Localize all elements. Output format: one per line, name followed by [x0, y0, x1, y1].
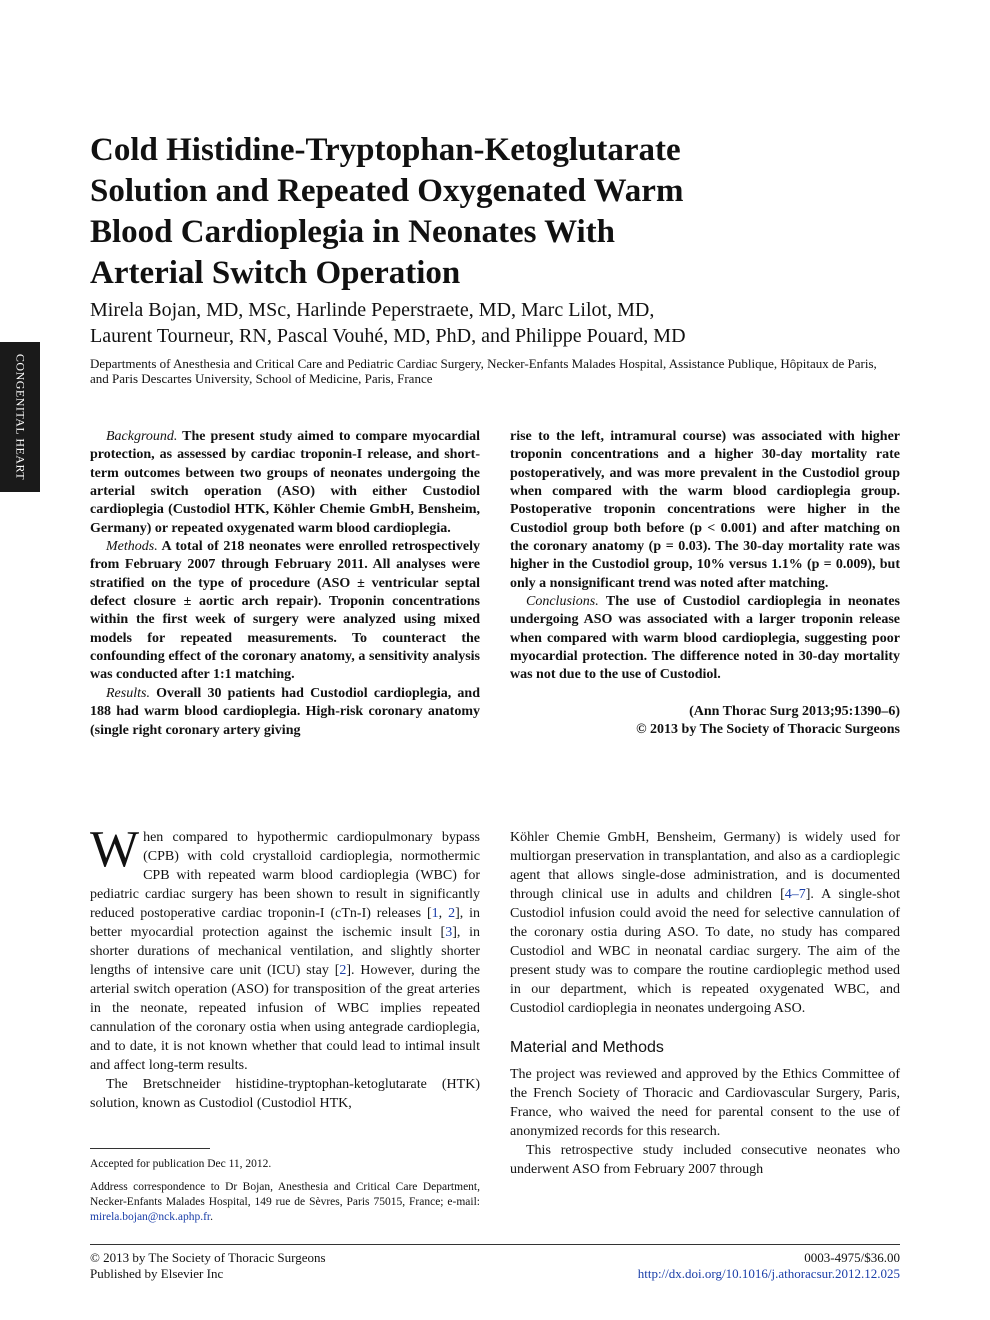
body-left-column	[90, 821, 481, 1113]
journal-citation: (Ann Thorac Surg 2013;95:1390–6)	[689, 703, 900, 719]
body-text: ]. A single-shot Custodiol infusion could avoid the need for selective cannulation of the coronary ostia during ASO. To date, no study has compared Custodiol and WBC in neonatal cardiac surgery. The aim of the present study was to compare the routine cardioplegic method used in our department, which is repeated oxygenated WBC, and Custodiol cardioplegia in neonates undergoing ASO.	[510, 887, 900, 1016]
intro-text: ], in better myocardial protection against the ischemic insult [	[90, 906, 481, 940]
affiliation: Departments of Anesthesia and Critical Care and Pediatric Cardiac Surgery, Necker-Enfants Malades Hospital, Assistance Publique, Hôpitaux de Paris, and Paris Descartes University, School of Medicine, Paris, France	[90, 356, 877, 386]
reference-link[interactable]: 3	[445, 925, 453, 940]
accepted-date: Accepted for publication Dec 11, 2012.	[90, 1158, 272, 1170]
intro-text: ]. However, during the arterial switch operation (ASO) for transposition of the great arteries in the neonate, repeated infusion of WBC implies repeated cannulation of the coronary ostia when using antegrade cardioplegia, and to date, it is not known whether that could lead to intimal insult and affect long-term results.	[90, 963, 480, 1073]
htk-paragraph-continued	[510, 828, 900, 1018]
footnote-divider	[90, 1148, 210, 1149]
address-text: Address correspondence to Dr Bojan, Anesthesia and Critical Care Department, Necker-Enfants Malades Hospital, 149 rue de Sèvres, Paris 75015, France; e-mail:	[90, 1181, 480, 1208]
section-side-tab	[0, 342, 40, 492]
title-line: Arterial Switch Operation	[90, 255, 461, 291]
footer-issn: 0003-4975/$36.00	[804, 1250, 900, 1265]
reference-link[interactable]: 4–7	[784, 887, 806, 902]
author-line: Laurent Tourneur, RN, Pascal Vouhé, MD, PhD, and Philippe Pouard, MD	[90, 325, 686, 347]
reference-link[interactable]: 2	[339, 963, 347, 978]
article-title	[90, 130, 810, 294]
body-text: Köhler Chemie GmbH, Bensheim, Germany) is widely used for multiorgan preservation in transplantation, and also as a cardioplegic agent that allows single-dose administration, and is documented through clinical use in adults and children [	[510, 830, 900, 902]
section-heading: Material and Methods	[510, 1039, 664, 1056]
title-line: Cold Histidine-Tryptophan-Ketoglutarate	[90, 132, 681, 168]
ethics-paragraph: The project was reviewed and approved by the Ethics Committee of the French Society of Thoracic and Cardiovascular Surgery, Paris, France, who waived the need for parental consent to the use of anonymized records for this research.	[510, 1067, 900, 1139]
reference-separator: ,	[438, 906, 449, 921]
abstract-background-text: The present study aimed to compare myocardial protection, as assessed by cardiac troponin-I release, and short-term outcomes between two groups of neonates undergoing the arterial switch operation (ASO) with either Custodiol cardioplegia (Custodiol HTK, Köhler Chemie GmbH, Bensheim, Germany) or repeated oxygenated warm blood cardioplegia.	[90, 429, 480, 536]
title-line: Blood Cardioplegia in Neonates With	[90, 214, 616, 250]
abstract-right-column	[510, 428, 900, 740]
intro-text: ], in shorter durations of mechanical ventilation, and slightly shorter lengths of intensive care unit (ICU) stay [	[90, 925, 480, 978]
abstract-methods	[90, 538, 480, 685]
reference-link[interactable]: 1	[431, 906, 439, 921]
abstract-background	[90, 428, 480, 538]
drop-cap: W	[90, 821, 140, 878]
body-right-column	[510, 828, 900, 1179]
doi-link[interactable]: http://dx.doi.org/10.1016/j.athoracsur.2012.12.025	[637, 1266, 900, 1281]
address-text: .	[210, 1211, 213, 1223]
footer-publisher: Published by Elsevier Inc	[90, 1266, 224, 1281]
abstract-left-column	[90, 428, 480, 740]
abstract-conclusions-text: The use of Custodiol cardioplegia in neonates undergoing ASO was associated with a larger troponin release when compared with warm blood cardioplegia, suggesting poor myocardial protection. The difference noted in 30-day mortality was not due to the use of Custodiol.	[510, 594, 900, 683]
abstract-results-continued: rise to the left, intramural course) was associated with higher troponin concentrations and a higher 30-day mortality rate postoperatively, and was more prevalent in the Custodiol group when compared with the warm blood cardioplegia group. Postoperative troponin concentrations were higher in the Custodiol group both before (p < 0.001) and after matching on the coronary anatomy (p = 0.03). The 30-day mortality rate was higher in the Custodiol group, 10% versus 1.1% (p = 0.009), but only a nonsignificant trend was noted after matching.	[510, 429, 900, 591]
footer-right	[638, 1250, 900, 1282]
abstract-methods-text: A total of 218 neonates were enrolled retrospectively from February 2007 through February 2011. All analyses were stratified on the type of procedure (ASO ± ventricular septal defect closure ± aortic arch repair). Troponin concentrations within the first week of surgery were analyzed using mixed models for repeated measurements. To counteract the confounding effect of the coronary anatomy, a sensitivity analysis was conducted after 1:1 matching.	[90, 539, 480, 683]
author-line: Mirela Bojan, MD, MSc, Harlinde Peperstraete, MD, Marc Lilot, MD,	[90, 299, 655, 321]
intro-text: hen compared to hypothermic cardiopulmonary bypass (CPB) with cold crystalloid cardioplegia, normothermic CPB with repeated warm blood cardioplegia (WBC) for pediatric cardiac surgery has been shown to result in significantly reduced postoperative cardiac troponin-I (cTn-I) releases [	[90, 830, 480, 921]
society-copyright: © 2013 by The Society of Thoracic Surgeons	[636, 722, 900, 738]
abstract-results	[90, 685, 480, 740]
footer-copyright: © 2013 by The Society of Thoracic Surgeons	[90, 1250, 326, 1265]
author-list	[90, 297, 890, 349]
abstract-methods-label: Methods.	[106, 539, 158, 555]
side-tab-label: CONGENITAL HEART	[13, 353, 28, 481]
correspondence-address	[90, 1180, 480, 1225]
title-line: Solution and Repeated Oxygenated Warm	[90, 173, 684, 209]
footnotes	[90, 1157, 480, 1233]
reference-link[interactable]: 2	[448, 906, 456, 921]
htk-paragraph: The Bretschneider histidine-tryptophan-ketoglutarate (HTK) solution, known as Custodiol (Custodiol HTK,	[90, 1077, 480, 1111]
abstract-conclusions-label: Conclusions.	[526, 594, 599, 610]
study-paragraph: This retrospective study included consecutive neonates who underwent ASO from February 2007 through	[510, 1143, 900, 1177]
abstract-conclusions	[510, 593, 900, 685]
intro-paragraph	[90, 821, 481, 1075]
footer-left	[90, 1250, 326, 1282]
footer-divider	[90, 1244, 900, 1245]
abstract-results-text: Overall 30 patients had Custodiol cardioplegia, and 188 had warm blood cardioplegia. High-risk coronary anatomy (single right coronary artery giving	[90, 685, 480, 738]
abstract-background-label: Background.	[106, 429, 178, 444]
abstract-citation	[510, 703, 900, 740]
abstract-results-label: Results.	[106, 685, 150, 701]
email-link[interactable]: mirela.bojan@nck.aphp.fr	[90, 1211, 211, 1223]
